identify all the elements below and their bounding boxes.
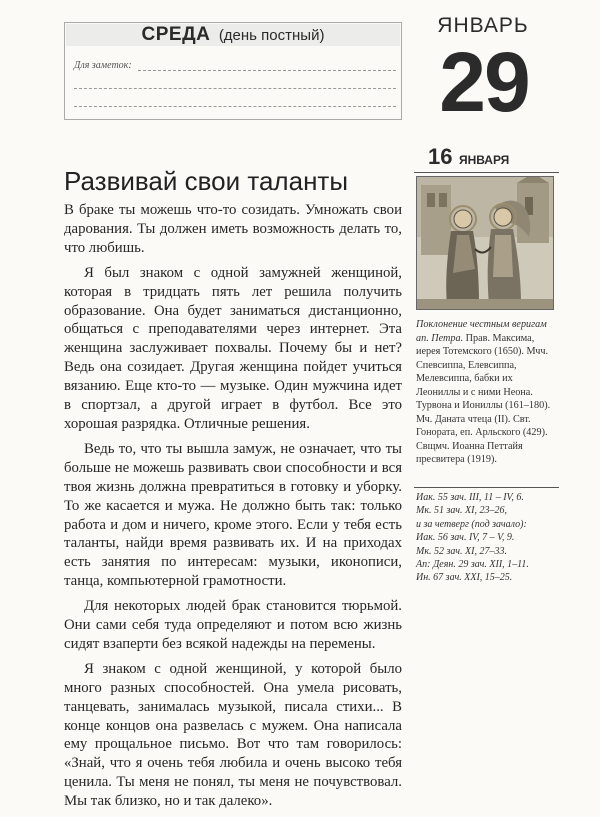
day-name: СРЕДА [141,24,211,45]
day-header [66,24,400,46]
scripture-readings [416,491,556,585]
article-paragraph: В браке ты можешь что-то созидать. Умножать свои дарования. Ты должен иметь возможность делать то, что любишь. [64,202,402,256]
old-style-month: ЯНВАРЯ [458,153,510,167]
divider [414,172,559,173]
reading-line: Иак. 56 зач. IV, 7 – V, 9. [416,532,515,544]
reading-line: и за четверг (под зачало): [416,518,527,530]
old-style-date [428,144,509,170]
article-paragraph: Ведь то, что ты вышла замуж, не означает, что ты больше не можешь развивать свои способности и вся твоя жизнь должна превратиться в готовку и уборку. То же касается и мужа. Не должно быть так: только работа и дом и ничего, кроме этого. Если у тебя есть таланты, найди время развивать их. И на приходах есть занятия по интересам: музыки, иконописи, танца, компьютерной грамотности. [64,440,402,590]
saints-commemoration [416,318,556,467]
reading-line: Ин. 67 зач. XXI, 15–25. [416,572,513,584]
divider [414,487,559,488]
article-body [64,201,402,817]
icon-image [416,176,554,310]
reading-line: Мк. 51 зач. XI, 23–26, [416,505,507,517]
note-line [74,88,396,89]
reading-line: Ап: Деян. 29 зач. XII, 1–11. [416,559,529,571]
article-paragraph: Я был знаком с одной замужней женщиной, которая в тридцать пять лет решила получить образование. Она будет заниматься дистанционно, общаться с преподавателями через интернет. Эта женщина заслуживает похвалы. Почему бы и нет? Ведь она созидает. Другая женщина пойдет учиться вязанию. Еще кто-то — музыке. Один мужчина идет в спортзал, а другой играет в футбол. Все это хорошая разрядка. Отличные решения. [64,264,402,432]
saints-list: Прав. Максима, иерея Тотемского (1650). Мчч. Спевсиппа, Елевсиппа, Мелевсиппа, бабки их Леониллы и с ними Неона. Турвона и Иониллы (161–180). Мч. Даната чтеца (II). Свт. Гонората, еп. Арльского (429). Свщмч. Иоанна Петтайя пресвитера (1919). [416,332,551,465]
icon-illustration [417,177,553,309]
month-label: ЯНВАРЬ [437,14,529,37]
article-paragraph: Я знаком с одной женщиной, у которой было много разных способностей. Она умела рисовать, танцевать, занималась музыкой, писала стихи... В конце концов она развелась с мужем. Она написала ему прощальное письмо. Вот что там говорилось: «Знай, что я очень тебя любила и очень высоко тебя ценила. Ты меня не понял, ты меня не почувствовал. Мы так близко, но и так далеко». [64,660,402,810]
date-number: 29 [439,35,529,129]
article-paragraph: Для некоторых людей брак становится тюрьмой. Они сами себя туда определяют и потом всю жизнь сидят взаперти без всякой надежды на перемены. [64,598,402,652]
day-note: (день постный) [218,27,325,44]
note-line [74,106,396,107]
notes-label: Для заметок: [74,60,132,71]
reading-line: Иак. 55 зач. III, 11 – IV, 6. [416,492,524,503]
reading-line: Мк. 52 зач. XI, 27–33. [416,545,507,557]
old-style-day: 16 [428,144,453,169]
article-title: Развивай свои таланты [64,166,349,196]
icon-caption: Поклонение честным веригам ап. Петра. [416,319,547,344]
note-line [138,70,396,71]
